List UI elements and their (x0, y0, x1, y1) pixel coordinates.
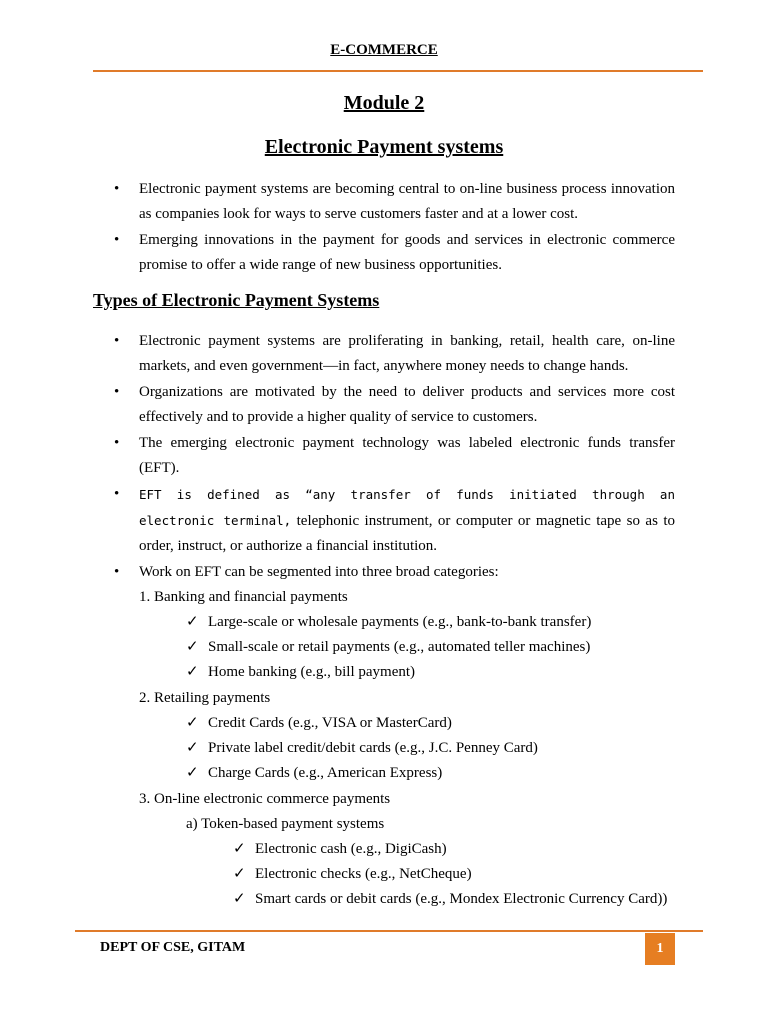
checkmark-icon: ✓ (186, 664, 199, 680)
intro-bullet-list (114, 177, 675, 279)
types-bullet: • The emerging electronic payment technology was labeled electronic funds transfer (EFT). (114, 431, 675, 481)
types-bullet: • Electronic payment systems are proliferating in banking, retail, health care, on-line markets, and even government—in fact, anywhere money needs to change hands. (114, 329, 675, 379)
category-item (233, 837, 447, 862)
category-label: 3. On-line electronic commerce payments (139, 791, 391, 807)
checkmark-icon: ✓ (186, 639, 199, 655)
header-title: E-COMMERCE (330, 42, 438, 58)
category-item (186, 660, 415, 685)
category-item-text: Electronic cash (e.g., DigiCash) (255, 841, 447, 857)
header-rule (93, 70, 703, 72)
category-item (186, 761, 442, 786)
category-item-text: Credit Cards (e.g., VISA or MasterCard) (208, 715, 452, 731)
category-item-text: Smart cards or debit cards (e.g., Mondex Electronic Currency Card)) (255, 891, 668, 907)
category-item (186, 711, 452, 736)
category-item (233, 887, 667, 912)
document-title: Electronic Payment systems (264, 136, 504, 158)
category-item-text: Large-scale or wholesale payments (e.g., bank-to-bank transfer) (208, 614, 592, 630)
subcategory-label: a) Token-based payment systems (186, 816, 385, 832)
checkmark-icon: ✓ (233, 841, 246, 857)
category-item (233, 862, 472, 887)
categories-intro-bullet: • Work on EFT can be segmented into three broad categories: (114, 560, 675, 585)
checkmark-icon: ✓ (186, 765, 199, 781)
footer-rule (75, 930, 703, 932)
category-label: 2. Retailing payments (139, 690, 271, 706)
checkmark-icon: ✓ (233, 866, 246, 882)
eft-definition-part2: telephonic instrument, or computer or magnetic tape so as to order, instruct, or authorize a financial institution. (139, 513, 676, 554)
category-item (186, 610, 591, 635)
intro-bullet: • Emerging innovations in the payment for goods and services in electronic commerce promise to offer a wide range of new business opportunities. (114, 228, 675, 278)
module-title: Module 2 (343, 92, 425, 114)
eft-definition-part1: EFT is defined as “any transfer of funds initiated through an electronic terminal, (139, 487, 675, 528)
checkmark-icon: ✓ (186, 740, 199, 756)
section-heading: Types of Electronic Payment Systems (93, 290, 380, 310)
types-bullet: • Organizations are motivated by the need to deliver products and services more cost effectively and to provide a higher quality of service to customers. (114, 380, 675, 430)
checkmark-icon: ✓ (186, 614, 199, 630)
category-label: 1. Banking and financial payments (139, 589, 348, 605)
category-item-text: Home banking (e.g., bill payment) (208, 664, 416, 680)
types-bullet-list (114, 329, 675, 586)
footer-department: DEPT OF CSE, GITAM (100, 940, 246, 955)
intro-bullet: • Electronic payment systems are becoming central to on-line business process innovation as companies look for ways to serve customers faster and at a lower cost. (114, 177, 675, 227)
category-item-text: Charge Cards (e.g., American Express) (208, 765, 443, 781)
eft-definition-bullet (114, 482, 675, 559)
category-item-text: Private label credit/debit cards (e.g., J.C. Penney Card) (208, 740, 538, 756)
checkmark-icon: ✓ (233, 891, 246, 907)
checkmark-icon: ✓ (186, 715, 199, 731)
page-number-badge: 1 (645, 933, 675, 965)
category-item (186, 736, 538, 761)
category-item (186, 635, 590, 660)
category-item-text: Electronic checks (e.g., NetCheque) (255, 866, 472, 882)
category-item-text: Small-scale or retail payments (e.g., automated teller machines) (208, 639, 591, 655)
